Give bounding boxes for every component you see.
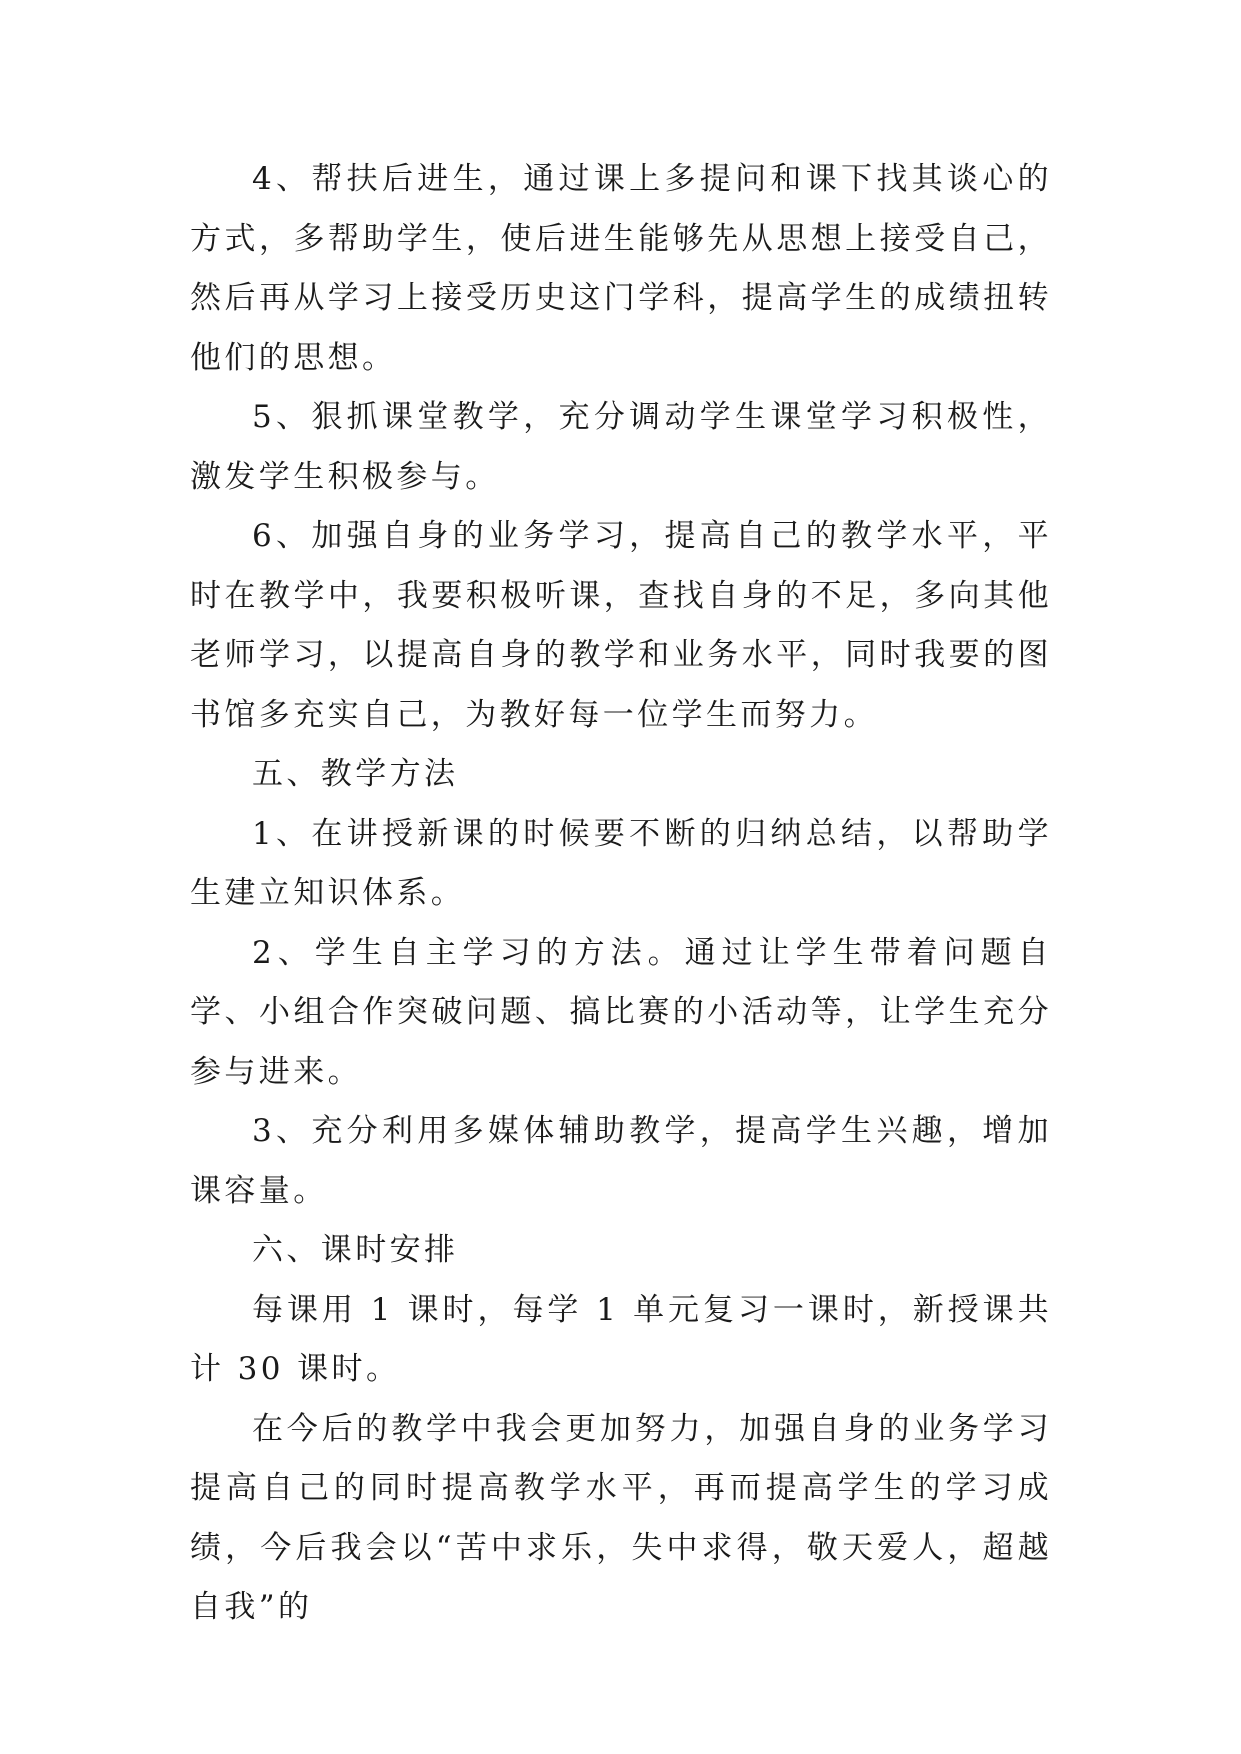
paragraph-conclusion: 在今后的教学中我会更加努力，加强自身的业务学习提高自己的同时提高教学水平，再而提高学生的学习成绩，今后我会以“苦中求乐，失中求得，敬天爱人，超越自我”的 — [190, 1410, 1052, 1625]
paragraph-method-summarize: 1、在讲授新课的时候要不断的归纳总结，以帮助学生建立知识体系。 — [190, 815, 1052, 911]
paragraph-help-struggling-students: 4、帮扶后进生，通过课上多提问和课下找其谈心的方式，多帮助学生，使后进生能够先从思想上接受自己，然后再从学习上接受历史这门学科，提高学生的成绩扭转他们的思想。 — [190, 161, 1052, 376]
paragraph-method-self-study: 2、学生自主学习的方法。通过让学生带着问题自学、小组合作突破问题、搞比赛的小活动等，让学生充分参与进来。 — [190, 934, 1052, 1090]
paragraph-classroom-teaching: 5、狠抓课堂教学，充分调动学生课堂学习积极性，激发学生积极参与。 — [190, 399, 1052, 495]
document-body — [190, 150, 1052, 1638]
paragraph-method-multimedia: 3、充分利用多媒体辅助教学，提高学生兴趣，增加课容量。 — [190, 1113, 1052, 1209]
section-heading-teaching-methods: 五、教学方法 — [252, 756, 459, 792]
paragraph-schedule-hours: 每课用 1 课时，每学 1 单元复习一课时，新授课共计 30 课时。 — [190, 1291, 1052, 1387]
section-heading-schedule: 六、课时安排 — [252, 1232, 459, 1268]
paragraph-professional-study: 6、加强自身的业务学习，提高自己的教学水平，平时在教学中，我要积极听课，查找自身的不足，多向其他老师学习，以提高自身的教学和业务水平，同时我要的图书馆多充实自己，为教好每一位学生而努力。 — [190, 518, 1052, 733]
